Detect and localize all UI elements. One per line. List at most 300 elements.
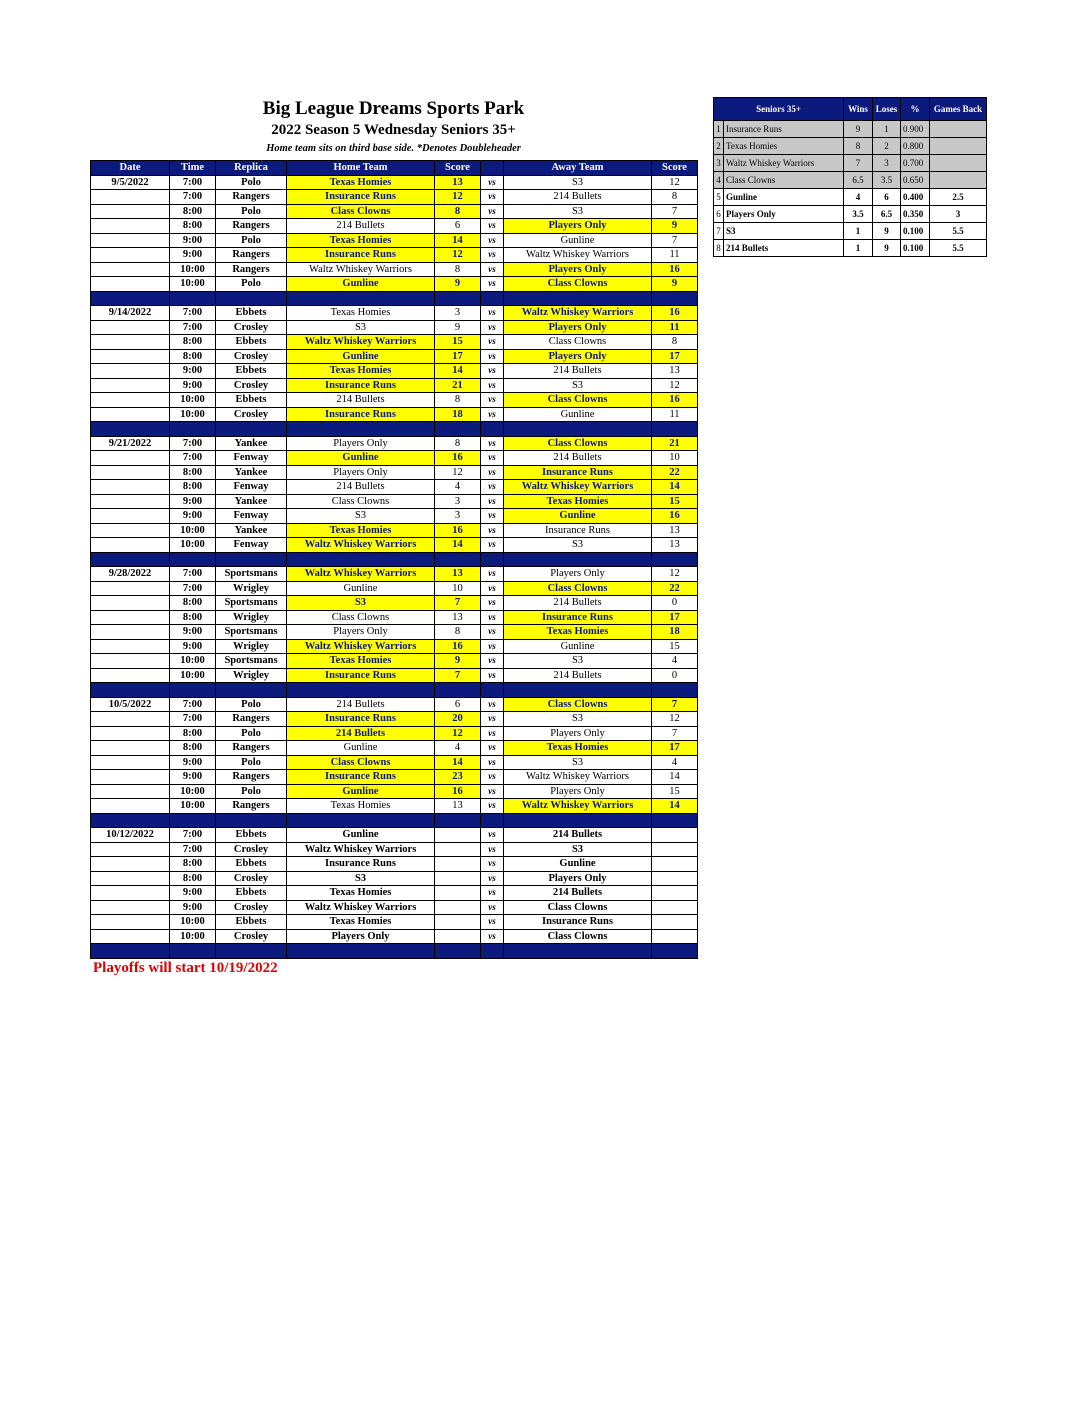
away-team: Waltz Whiskey Warriors bbox=[504, 306, 652, 321]
game-time: 10:00 bbox=[170, 262, 216, 277]
game-row bbox=[91, 900, 698, 915]
vs-label: vs bbox=[481, 915, 504, 930]
vs-label: vs bbox=[481, 248, 504, 263]
game-time: 9:00 bbox=[170, 755, 216, 770]
game-date bbox=[91, 451, 170, 466]
game-field: Crosley bbox=[216, 842, 287, 857]
game-field: Sportsmans bbox=[216, 596, 287, 611]
away-score: 22 bbox=[652, 465, 698, 480]
separator-cell bbox=[91, 552, 170, 567]
game-time: 8:00 bbox=[170, 857, 216, 872]
game-date: 9/21/2022 bbox=[91, 436, 170, 451]
game-row bbox=[91, 407, 698, 422]
away-team: Players Only bbox=[504, 262, 652, 277]
away-score: 0 bbox=[652, 596, 698, 611]
standings-team: Gunline bbox=[724, 189, 844, 206]
game-date bbox=[91, 335, 170, 350]
away-team: S3 bbox=[504, 755, 652, 770]
game-row bbox=[91, 581, 698, 596]
game-date bbox=[91, 741, 170, 756]
game-field: Polo bbox=[216, 726, 287, 741]
separator-cell bbox=[435, 813, 481, 828]
home-team: Players Only bbox=[287, 625, 435, 640]
game-row bbox=[91, 306, 698, 321]
game-field: Fenway bbox=[216, 509, 287, 524]
home-score: 9 bbox=[435, 277, 481, 292]
separator-cell bbox=[170, 552, 216, 567]
away-team: Class Clowns bbox=[504, 581, 652, 596]
game-field: Ebbets bbox=[216, 393, 287, 408]
home-score: 3 bbox=[435, 494, 481, 509]
game-date bbox=[91, 320, 170, 335]
week-separator bbox=[91, 683, 698, 698]
home-score bbox=[435, 842, 481, 857]
col-vs-header bbox=[481, 161, 504, 176]
game-field: Rangers bbox=[216, 741, 287, 756]
away-team: Gunline bbox=[504, 639, 652, 654]
vs-label: vs bbox=[481, 842, 504, 857]
game-date bbox=[91, 929, 170, 944]
separator-cell bbox=[170, 683, 216, 698]
home-score: 16 bbox=[435, 451, 481, 466]
home-team: Class Clowns bbox=[287, 610, 435, 625]
standings-games-back: 5.5 bbox=[930, 223, 987, 240]
away-team: 214 Bullets bbox=[504, 596, 652, 611]
vs-label: vs bbox=[481, 567, 504, 582]
game-field: Polo bbox=[216, 277, 287, 292]
away-score: 16 bbox=[652, 262, 698, 277]
game-row bbox=[91, 886, 698, 901]
vs-label: vs bbox=[481, 509, 504, 524]
separator-cell bbox=[287, 944, 435, 959]
game-row bbox=[91, 697, 698, 712]
game-date bbox=[91, 639, 170, 654]
standings-wins: 1 bbox=[844, 240, 873, 257]
away-team: Players Only bbox=[504, 726, 652, 741]
week-separator bbox=[91, 944, 698, 959]
separator-cell bbox=[435, 422, 481, 437]
standings-wins: 7 bbox=[844, 155, 873, 172]
game-row bbox=[91, 871, 698, 886]
standings-row bbox=[714, 138, 987, 155]
standings-loses: 6.5 bbox=[873, 206, 901, 223]
home-score: 7 bbox=[435, 596, 481, 611]
vs-label: vs bbox=[481, 857, 504, 872]
game-date bbox=[91, 190, 170, 205]
game-date bbox=[91, 842, 170, 857]
game-time: 10:00 bbox=[170, 668, 216, 683]
home-score: 12 bbox=[435, 248, 481, 263]
home-team: S3 bbox=[287, 596, 435, 611]
game-time: 9:00 bbox=[170, 886, 216, 901]
game-date bbox=[91, 857, 170, 872]
away-score: 15 bbox=[652, 784, 698, 799]
game-date bbox=[91, 625, 170, 640]
home-team: Waltz Whiskey Warriors bbox=[287, 335, 435, 350]
home-team: Gunline bbox=[287, 451, 435, 466]
separator-cell bbox=[216, 422, 287, 437]
game-date bbox=[91, 523, 170, 538]
away-team: Gunline bbox=[504, 407, 652, 422]
col-away-score-header: Score bbox=[652, 161, 698, 176]
away-score: 12 bbox=[652, 567, 698, 582]
game-date bbox=[91, 886, 170, 901]
game-time: 10:00 bbox=[170, 799, 216, 814]
week-separator bbox=[91, 291, 698, 306]
game-time: 7:00 bbox=[170, 567, 216, 582]
home-team: Gunline bbox=[287, 828, 435, 843]
game-field: Ebbets bbox=[216, 335, 287, 350]
home-team: Waltz Whiskey Warriors bbox=[287, 900, 435, 915]
game-time: 9:00 bbox=[170, 378, 216, 393]
game-date: 10/5/2022 bbox=[91, 697, 170, 712]
game-time: 7:00 bbox=[170, 451, 216, 466]
game-time: 7:00 bbox=[170, 828, 216, 843]
game-date: 9/14/2022 bbox=[91, 306, 170, 321]
game-time: 7:00 bbox=[170, 175, 216, 190]
vs-label: vs bbox=[481, 349, 504, 364]
home-score: 9 bbox=[435, 654, 481, 669]
standings-wins: 8 bbox=[844, 138, 873, 155]
home-score: 8 bbox=[435, 625, 481, 640]
away-score: 14 bbox=[652, 480, 698, 495]
home-score: 17 bbox=[435, 349, 481, 364]
home-team: 214 Bullets bbox=[287, 219, 435, 234]
game-field: Wrigley bbox=[216, 668, 287, 683]
home-team: Class Clowns bbox=[287, 204, 435, 219]
separator-cell bbox=[481, 291, 504, 306]
separator-cell bbox=[170, 422, 216, 437]
separator-cell bbox=[216, 944, 287, 959]
home-score bbox=[435, 929, 481, 944]
away-score: 22 bbox=[652, 581, 698, 596]
away-score: 12 bbox=[652, 175, 698, 190]
vs-label: vs bbox=[481, 712, 504, 727]
home-team: Insurance Runs bbox=[287, 857, 435, 872]
game-row bbox=[91, 335, 698, 350]
game-field: Rangers bbox=[216, 262, 287, 277]
game-time: 9:00 bbox=[170, 233, 216, 248]
vs-label: vs bbox=[481, 306, 504, 321]
game-row bbox=[91, 204, 698, 219]
game-date bbox=[91, 871, 170, 886]
game-row bbox=[91, 770, 698, 785]
separator-cell bbox=[481, 422, 504, 437]
standings-games-back bbox=[930, 155, 987, 172]
game-field: Sportsmans bbox=[216, 654, 287, 669]
vs-label: vs bbox=[481, 407, 504, 422]
home-score: 13 bbox=[435, 799, 481, 814]
home-team: Texas Homies bbox=[287, 306, 435, 321]
game-field: Rangers bbox=[216, 219, 287, 234]
home-team: Class Clowns bbox=[287, 755, 435, 770]
standings-games-back bbox=[930, 172, 987, 189]
away-team: Waltz Whiskey Warriors bbox=[504, 480, 652, 495]
separator-cell bbox=[481, 552, 504, 567]
playoffs-notice: Playoffs will start 10/19/2022 bbox=[93, 960, 278, 976]
separator-cell bbox=[170, 813, 216, 828]
standings-pct: 0.350 bbox=[901, 206, 930, 223]
game-row bbox=[91, 364, 698, 379]
away-score: 13 bbox=[652, 538, 698, 553]
home-team: Insurance Runs bbox=[287, 378, 435, 393]
standings-games-back bbox=[930, 138, 987, 155]
week-separator bbox=[91, 422, 698, 437]
standings-games-back: 3 bbox=[930, 206, 987, 223]
game-row bbox=[91, 480, 698, 495]
separator-cell bbox=[216, 683, 287, 698]
standings-wins: 4 bbox=[844, 189, 873, 206]
home-score: 8 bbox=[435, 262, 481, 277]
home-team: 214 Bullets bbox=[287, 393, 435, 408]
vs-label: vs bbox=[481, 871, 504, 886]
home-team: Gunline bbox=[287, 277, 435, 292]
separator-cell bbox=[216, 813, 287, 828]
away-team: 214 Bullets bbox=[504, 886, 652, 901]
away-team: 214 Bullets bbox=[504, 828, 652, 843]
away-score: 9 bbox=[652, 277, 698, 292]
away-score: 11 bbox=[652, 320, 698, 335]
standings-loses: 1 bbox=[873, 121, 901, 138]
game-field: Crosley bbox=[216, 378, 287, 393]
game-time: 8:00 bbox=[170, 480, 216, 495]
away-team: Class Clowns bbox=[504, 929, 652, 944]
standings-table bbox=[713, 97, 987, 257]
away-score bbox=[652, 929, 698, 944]
standings-games-back: 2.5 bbox=[930, 189, 987, 206]
game-field: Rangers bbox=[216, 770, 287, 785]
away-team: Class Clowns bbox=[504, 335, 652, 350]
game-row bbox=[91, 828, 698, 843]
home-score: 15 bbox=[435, 335, 481, 350]
vs-label: vs bbox=[481, 610, 504, 625]
game-row bbox=[91, 451, 698, 466]
game-time: 7:00 bbox=[170, 436, 216, 451]
home-team: S3 bbox=[287, 509, 435, 524]
game-time: 10:00 bbox=[170, 538, 216, 553]
game-row bbox=[91, 755, 698, 770]
home-score: 4 bbox=[435, 480, 481, 495]
standings-team: Texas Homies bbox=[724, 138, 844, 155]
game-date bbox=[91, 407, 170, 422]
away-team: Gunline bbox=[504, 233, 652, 248]
game-time: 9:00 bbox=[170, 639, 216, 654]
standings-wins: 9 bbox=[844, 121, 873, 138]
standings-loses: 9 bbox=[873, 223, 901, 240]
game-time: 8:00 bbox=[170, 219, 216, 234]
game-date bbox=[91, 465, 170, 480]
away-score: 14 bbox=[652, 770, 698, 785]
away-team: Texas Homies bbox=[504, 741, 652, 756]
home-score: 13 bbox=[435, 610, 481, 625]
away-score: 15 bbox=[652, 639, 698, 654]
separator-cell bbox=[652, 944, 698, 959]
away-team: Class Clowns bbox=[504, 436, 652, 451]
game-time: 10:00 bbox=[170, 784, 216, 799]
standings-rank: 3 bbox=[714, 155, 724, 172]
standings-loses-header: Loses bbox=[873, 98, 901, 121]
home-score: 13 bbox=[435, 567, 481, 582]
home-score: 12 bbox=[435, 465, 481, 480]
home-team: Texas Homies bbox=[287, 799, 435, 814]
game-row bbox=[91, 378, 698, 393]
game-date bbox=[91, 219, 170, 234]
away-team: Gunline bbox=[504, 509, 652, 524]
vs-label: vs bbox=[481, 277, 504, 292]
game-row bbox=[91, 639, 698, 654]
standings-row bbox=[714, 240, 987, 257]
vs-label: vs bbox=[481, 465, 504, 480]
away-team: 214 Bullets bbox=[504, 451, 652, 466]
col-time-header: Time bbox=[170, 161, 216, 176]
away-team: S3 bbox=[504, 204, 652, 219]
separator-cell bbox=[504, 552, 652, 567]
home-score: 9 bbox=[435, 320, 481, 335]
game-time: 8:00 bbox=[170, 871, 216, 886]
away-score: 16 bbox=[652, 393, 698, 408]
separator-cell bbox=[91, 422, 170, 437]
game-time: 7:00 bbox=[170, 581, 216, 596]
game-time: 8:00 bbox=[170, 335, 216, 350]
vs-label: vs bbox=[481, 451, 504, 466]
away-score bbox=[652, 900, 698, 915]
home-score: 6 bbox=[435, 697, 481, 712]
page-title: Big League Dreams Sports Park bbox=[262, 98, 525, 119]
vs-label: vs bbox=[481, 190, 504, 205]
game-row bbox=[91, 842, 698, 857]
game-row bbox=[91, 596, 698, 611]
separator-cell bbox=[91, 944, 170, 959]
separator-cell bbox=[504, 422, 652, 437]
vs-label: vs bbox=[481, 233, 504, 248]
home-team: Gunline bbox=[287, 349, 435, 364]
game-date: 10/12/2022 bbox=[91, 828, 170, 843]
away-score: 12 bbox=[652, 378, 698, 393]
away-team: Class Clowns bbox=[504, 697, 652, 712]
standings-loses: 9 bbox=[873, 240, 901, 257]
vs-label: vs bbox=[481, 596, 504, 611]
away-team: S3 bbox=[504, 654, 652, 669]
away-team: Players Only bbox=[504, 784, 652, 799]
game-date bbox=[91, 668, 170, 683]
game-field: Fenway bbox=[216, 480, 287, 495]
standings-rank: 2 bbox=[714, 138, 724, 155]
game-date bbox=[91, 538, 170, 553]
away-team: Players Only bbox=[504, 219, 652, 234]
home-team: Players Only bbox=[287, 436, 435, 451]
home-team: Insurance Runs bbox=[287, 190, 435, 205]
vs-label: vs bbox=[481, 784, 504, 799]
game-row bbox=[91, 465, 698, 480]
game-row bbox=[91, 625, 698, 640]
home-score: 16 bbox=[435, 523, 481, 538]
game-date bbox=[91, 393, 170, 408]
away-score: 17 bbox=[652, 741, 698, 756]
home-team: Texas Homies bbox=[287, 523, 435, 538]
col-date-header: Date bbox=[91, 161, 170, 176]
standings-body bbox=[714, 121, 987, 257]
home-score bbox=[435, 900, 481, 915]
standings-rank: 1 bbox=[714, 121, 724, 138]
vs-label: vs bbox=[481, 219, 504, 234]
game-field: Polo bbox=[216, 175, 287, 190]
game-row bbox=[91, 436, 698, 451]
away-team: Gunline bbox=[504, 857, 652, 872]
standings-loses: 6 bbox=[873, 189, 901, 206]
game-field: Wrigley bbox=[216, 581, 287, 596]
game-field: Yankee bbox=[216, 494, 287, 509]
home-score: 13 bbox=[435, 175, 481, 190]
separator-cell bbox=[287, 552, 435, 567]
home-score: 16 bbox=[435, 784, 481, 799]
away-team: S3 bbox=[504, 378, 652, 393]
game-field: Yankee bbox=[216, 436, 287, 451]
away-team: Players Only bbox=[504, 567, 652, 582]
standings-wins-header: Wins bbox=[844, 98, 873, 121]
game-date bbox=[91, 770, 170, 785]
schedule-table bbox=[90, 160, 698, 959]
standings-games-back bbox=[930, 121, 987, 138]
game-field: Yankee bbox=[216, 465, 287, 480]
vs-label: vs bbox=[481, 436, 504, 451]
vs-label: vs bbox=[481, 581, 504, 596]
home-team: 214 Bullets bbox=[287, 726, 435, 741]
standings-loses: 3.5 bbox=[873, 172, 901, 189]
separator-cell bbox=[652, 683, 698, 698]
game-time: 8:00 bbox=[170, 349, 216, 364]
standings-division-header: Seniors 35+ bbox=[714, 98, 844, 121]
game-time: 9:00 bbox=[170, 248, 216, 263]
game-row bbox=[91, 654, 698, 669]
separator-cell bbox=[481, 683, 504, 698]
away-score: 16 bbox=[652, 306, 698, 321]
home-score: 18 bbox=[435, 407, 481, 422]
game-field: Ebbets bbox=[216, 828, 287, 843]
separator-cell bbox=[216, 552, 287, 567]
away-team: 214 Bullets bbox=[504, 668, 652, 683]
game-row bbox=[91, 668, 698, 683]
game-field: Crosley bbox=[216, 871, 287, 886]
separator-cell bbox=[504, 944, 652, 959]
standings-team: 214 Bullets bbox=[724, 240, 844, 257]
game-date bbox=[91, 654, 170, 669]
home-team: Insurance Runs bbox=[287, 407, 435, 422]
away-score: 0 bbox=[652, 668, 698, 683]
away-team: Players Only bbox=[504, 349, 652, 364]
game-time: 8:00 bbox=[170, 204, 216, 219]
standings-row bbox=[714, 121, 987, 138]
standings-row bbox=[714, 223, 987, 240]
game-date bbox=[91, 581, 170, 596]
schedule-header-row bbox=[91, 161, 698, 176]
standings-wins: 1 bbox=[844, 223, 873, 240]
game-row bbox=[91, 929, 698, 944]
game-time: 7:00 bbox=[170, 190, 216, 205]
separator-cell bbox=[91, 683, 170, 698]
game-row bbox=[91, 349, 698, 364]
home-team: 214 Bullets bbox=[287, 480, 435, 495]
away-team: Insurance Runs bbox=[504, 465, 652, 480]
game-date bbox=[91, 248, 170, 263]
away-score: 16 bbox=[652, 509, 698, 524]
standings-row bbox=[714, 172, 987, 189]
standings-pct: 0.900 bbox=[901, 121, 930, 138]
home-team: 214 Bullets bbox=[287, 697, 435, 712]
home-score: 10 bbox=[435, 581, 481, 596]
home-score bbox=[435, 828, 481, 843]
game-row bbox=[91, 610, 698, 625]
game-field: Rangers bbox=[216, 712, 287, 727]
